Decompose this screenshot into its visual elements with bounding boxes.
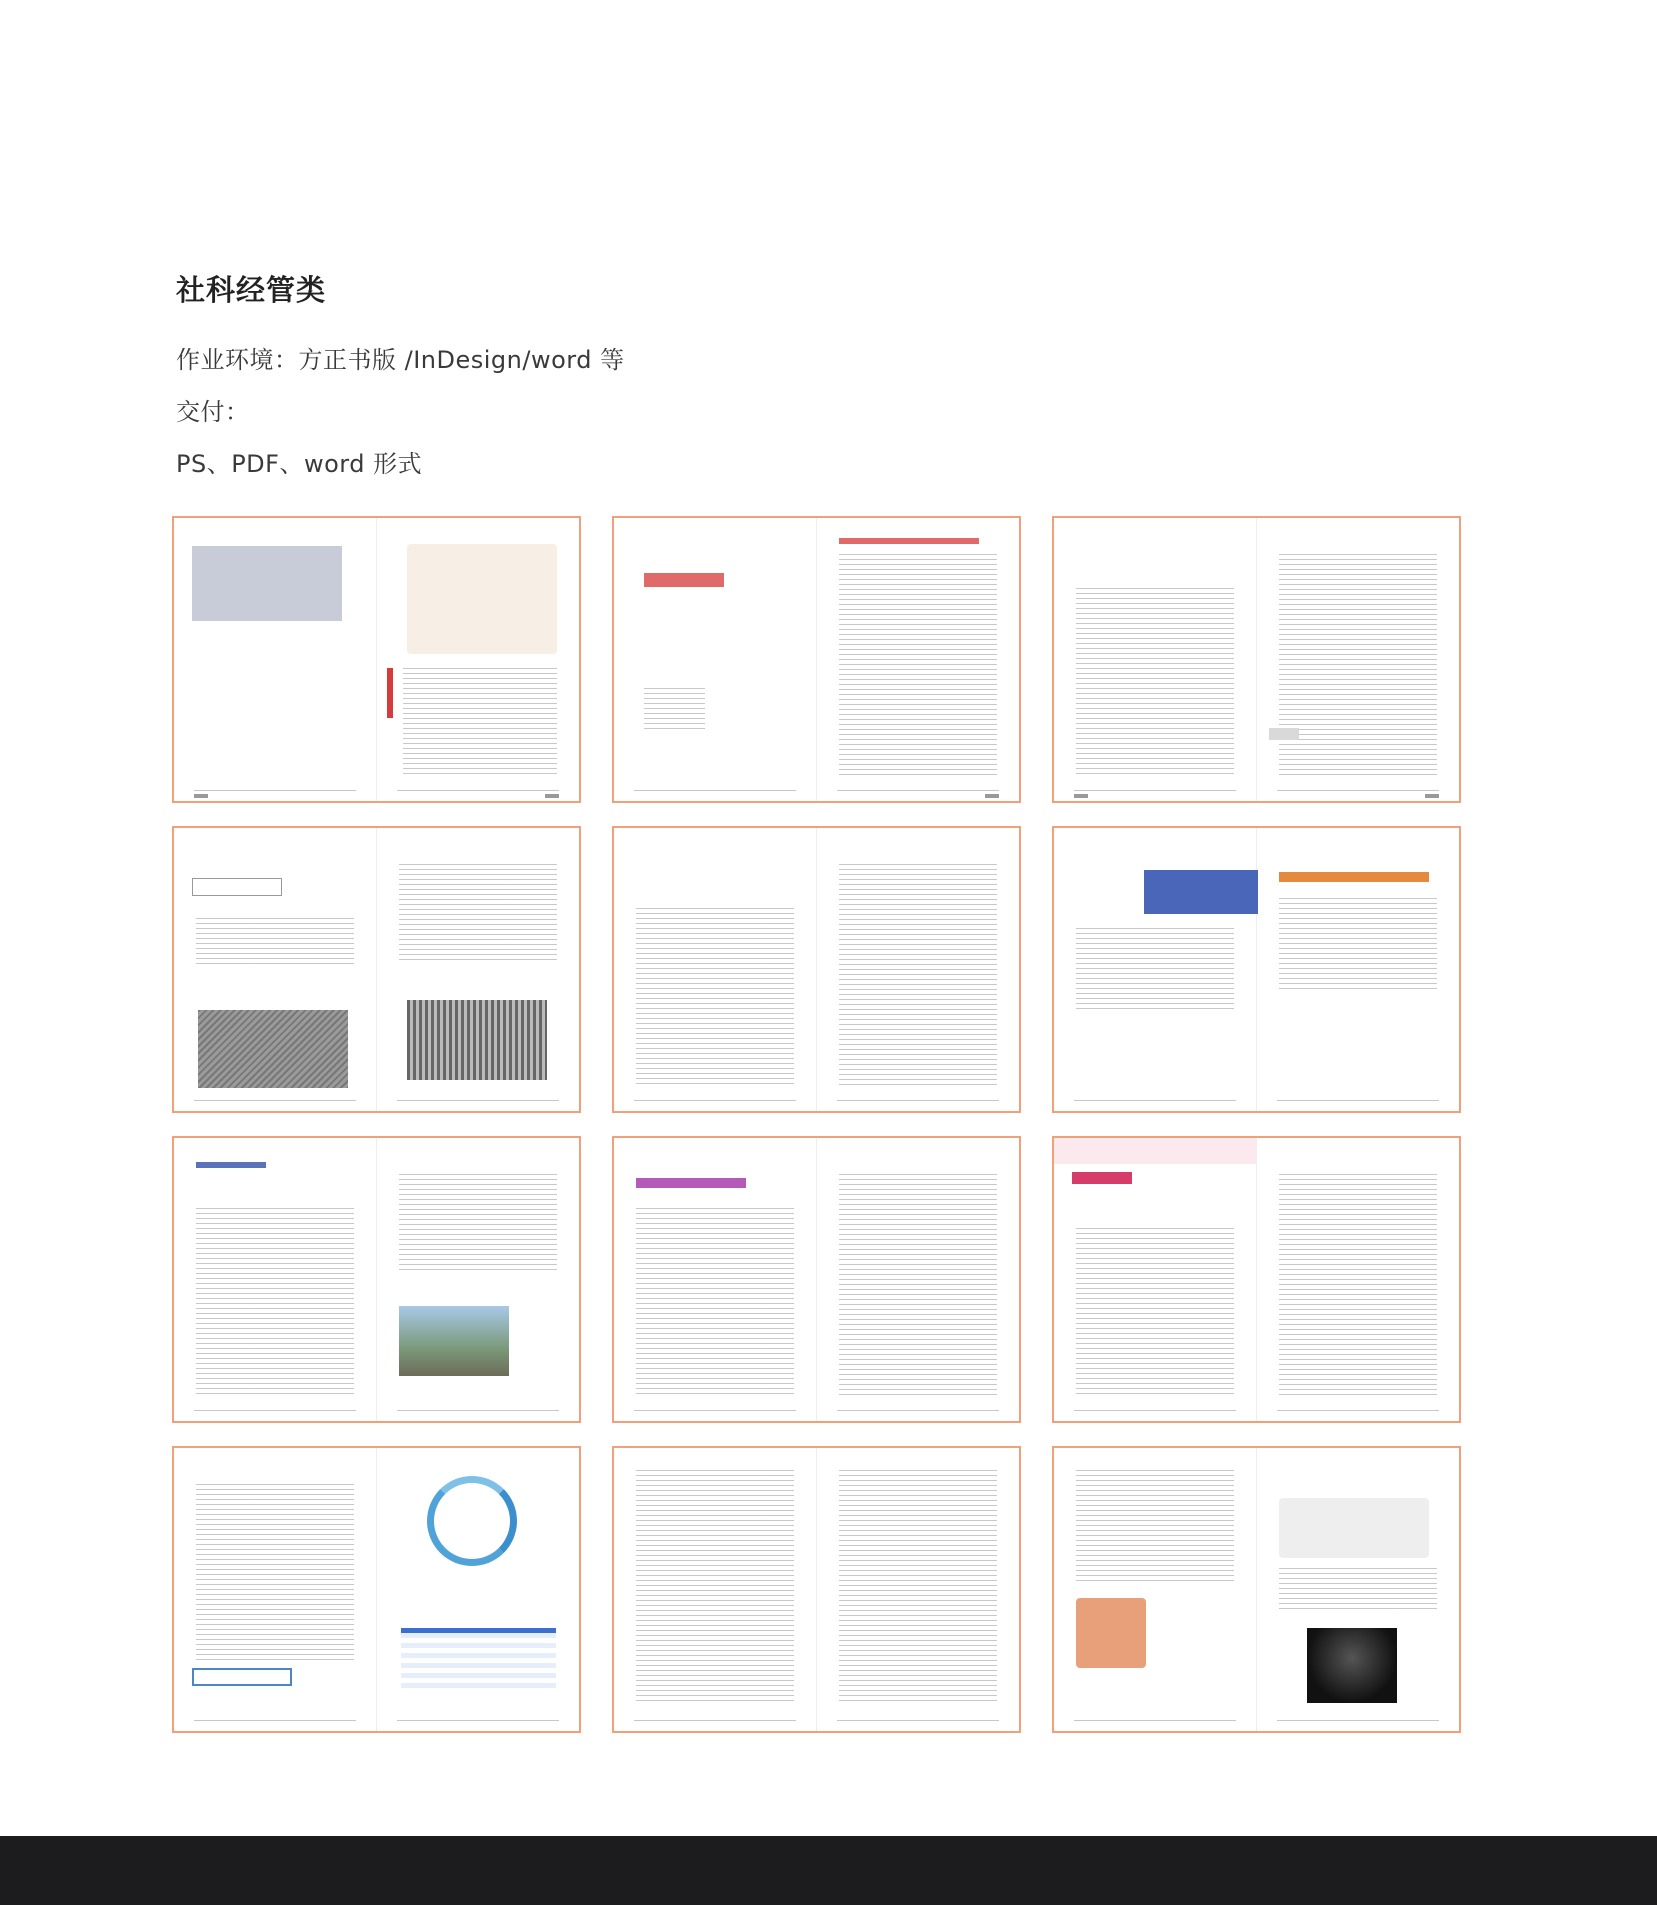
body-text xyxy=(196,1208,354,1395)
right-page xyxy=(1257,1448,1460,1731)
page-footer xyxy=(837,1410,1000,1411)
sample-spread xyxy=(172,516,581,803)
page-footer xyxy=(634,1720,796,1721)
body-text xyxy=(1076,588,1234,775)
page-footer xyxy=(1277,1410,1440,1411)
page-footer xyxy=(837,1720,1000,1721)
illustration xyxy=(407,544,557,654)
page-footer xyxy=(634,790,796,791)
left-page xyxy=(174,828,377,1111)
body-text xyxy=(636,1208,794,1395)
chapter-heading xyxy=(1072,1172,1132,1184)
body-text xyxy=(1279,898,1438,991)
photo xyxy=(407,1000,547,1080)
page-footer xyxy=(1277,1720,1440,1721)
page-footer xyxy=(634,1410,796,1411)
body-text xyxy=(1076,1228,1234,1395)
right-page xyxy=(377,828,580,1111)
right-page xyxy=(377,1448,580,1731)
product-image xyxy=(1279,1498,1429,1558)
section-heading xyxy=(192,878,282,896)
left-page xyxy=(1054,1448,1257,1731)
body-text xyxy=(196,918,354,964)
vertical-title xyxy=(387,668,393,718)
photo xyxy=(399,1306,509,1376)
left-page xyxy=(1054,1138,1257,1421)
right-page xyxy=(1257,518,1460,801)
page-footer xyxy=(1074,1100,1236,1101)
quote-box xyxy=(192,546,342,621)
toc-list xyxy=(644,688,705,731)
chapter-band xyxy=(1144,870,1258,914)
body-text xyxy=(839,864,998,1085)
category-title: 社科经管类 xyxy=(176,273,327,307)
data-table xyxy=(401,1628,556,1688)
left-page xyxy=(174,1448,377,1731)
right-page xyxy=(1257,1138,1460,1421)
left-page xyxy=(174,1138,377,1421)
page-footer xyxy=(1277,790,1440,791)
left-page xyxy=(174,518,377,801)
section-heading xyxy=(636,1178,746,1188)
page-number xyxy=(545,794,559,798)
section-heading xyxy=(839,538,979,544)
page-footer xyxy=(1074,1720,1236,1721)
body-text xyxy=(1279,1568,1438,1611)
section-heading xyxy=(192,1668,292,1686)
product-image xyxy=(1307,1628,1397,1703)
chapter-heading xyxy=(1279,872,1429,882)
body-text xyxy=(636,1470,794,1705)
sample-spread xyxy=(612,1136,1021,1423)
left-page xyxy=(614,1448,817,1731)
page-footer xyxy=(194,1100,356,1101)
illustration xyxy=(1076,1598,1146,1668)
sample-spread xyxy=(612,826,1021,1113)
right-page xyxy=(817,1138,1020,1421)
sidebar-note xyxy=(1269,728,1299,740)
page-footer xyxy=(397,1100,560,1101)
right-page xyxy=(1257,828,1460,1111)
right-page xyxy=(817,828,1020,1111)
section-heading xyxy=(196,1162,266,1168)
body-text xyxy=(1279,1174,1438,1395)
sample-spread xyxy=(612,516,1021,803)
sample-spread xyxy=(172,1446,581,1733)
page-footer xyxy=(397,1720,560,1721)
sample-spread xyxy=(172,1136,581,1423)
bottom-band xyxy=(0,1836,1657,1905)
left-page xyxy=(614,828,817,1111)
right-page xyxy=(377,1138,580,1421)
page-footer xyxy=(1074,790,1236,791)
body-text xyxy=(196,1484,354,1661)
body-text xyxy=(1076,928,1234,1011)
environment-line: 作业环境：方正书版 /InDesign/word 等 xyxy=(176,346,625,374)
left-page xyxy=(614,1138,817,1421)
body-text xyxy=(636,908,794,1085)
page-footer xyxy=(194,1720,356,1721)
sample-spread xyxy=(1052,826,1461,1113)
page-footer xyxy=(837,790,1000,791)
sample-spread xyxy=(1052,1446,1461,1733)
photo xyxy=(198,1010,348,1088)
body-text xyxy=(1279,554,1438,775)
page-footer xyxy=(397,1410,560,1411)
cycle-diagram xyxy=(427,1476,517,1566)
right-page xyxy=(817,1448,1020,1731)
page-number xyxy=(1425,794,1439,798)
sample-spread xyxy=(1052,1136,1461,1423)
body-text xyxy=(399,864,558,964)
page-footer xyxy=(194,790,356,791)
left-page xyxy=(1054,828,1257,1111)
body-text xyxy=(839,1470,998,1705)
page-number xyxy=(1074,794,1088,798)
right-page xyxy=(817,518,1020,801)
intro-header xyxy=(176,268,1076,490)
chapter-heading xyxy=(644,573,724,587)
right-page xyxy=(377,518,580,801)
body-text xyxy=(403,668,558,775)
body-text xyxy=(839,1174,998,1395)
formats-line: PS、PDF、word 形式 xyxy=(176,450,423,478)
page-footer xyxy=(1277,1100,1440,1101)
sample-grid xyxy=(172,516,1461,1732)
page-footer xyxy=(194,1410,356,1411)
page-footer xyxy=(634,1100,796,1101)
sample-spread xyxy=(1052,516,1461,803)
page-footer xyxy=(397,790,560,791)
page-footer xyxy=(1074,1410,1236,1411)
delivery-label: 交付： xyxy=(176,398,250,426)
body-text xyxy=(1076,1470,1234,1584)
left-page xyxy=(614,518,817,801)
left-page xyxy=(1054,518,1257,801)
body-text xyxy=(399,1174,558,1274)
page-number xyxy=(985,794,999,798)
sample-spread xyxy=(612,1446,1021,1733)
sample-spread xyxy=(172,826,581,1113)
body-text xyxy=(839,554,998,775)
page-footer xyxy=(837,1100,1000,1101)
page-number xyxy=(194,794,208,798)
